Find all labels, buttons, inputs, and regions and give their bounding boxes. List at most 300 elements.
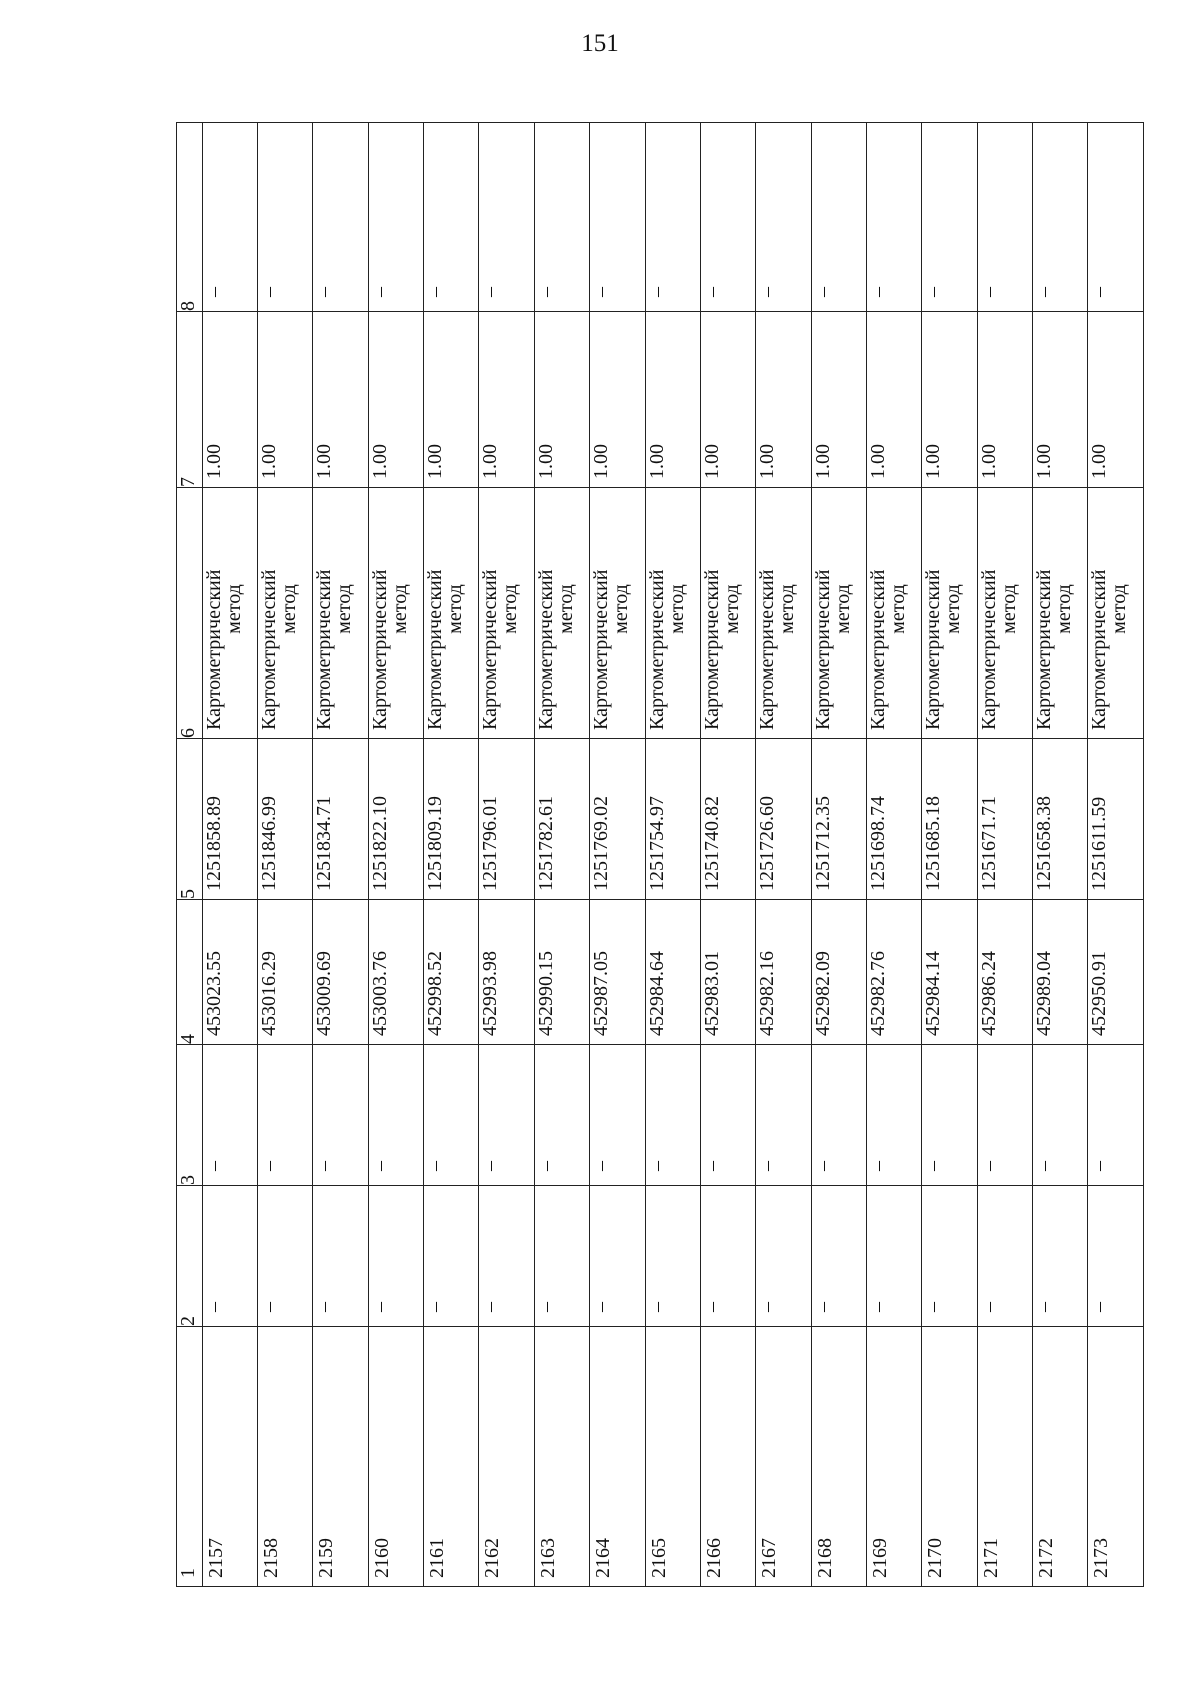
point-number-value: 2169	[868, 1538, 891, 1578]
table-row	[1088, 123, 1144, 1587]
column-3-value: –	[1088, 1161, 1111, 1171]
method-name-line1: Картометрический	[811, 569, 834, 730]
column-2-cell	[700, 1186, 755, 1327]
column-3-value: –	[922, 1161, 945, 1171]
y-coordinate-cell	[756, 739, 811, 900]
point-number-cell	[866, 1327, 921, 1587]
column-2-value: –	[534, 1302, 557, 1312]
point-number-cell	[257, 1327, 312, 1587]
y-coordinate-cell	[700, 739, 755, 900]
x-coordinate-cell	[645, 900, 700, 1045]
method-name-line2: метод	[886, 584, 909, 634]
column-8-value: –	[479, 287, 502, 297]
method-name-line2: метод	[222, 584, 245, 634]
y-coordinate-value: 1251685.18	[922, 796, 945, 891]
column-2-cell	[922, 1186, 977, 1327]
column-2-cell	[977, 1186, 1032, 1327]
point-number-value: 2162	[481, 1538, 504, 1578]
point-number-value: 2164	[592, 1538, 615, 1578]
table-row	[368, 123, 423, 1587]
column-2-value: –	[811, 1302, 834, 1312]
x-coordinate-value: 453009.69	[313, 951, 336, 1036]
precision-cell	[534, 312, 589, 488]
x-coordinate-value: 452998.52	[424, 951, 447, 1036]
column-3-cell	[202, 1045, 257, 1186]
table-row	[534, 123, 589, 1587]
table-row	[645, 123, 700, 1587]
method-name-line1: Картометрический	[700, 569, 723, 730]
column-header-4: 4	[177, 900, 203, 1045]
column-3-value: –	[534, 1161, 557, 1171]
column-2-value: –	[202, 1302, 225, 1312]
x-coordinate-value: 453003.76	[368, 951, 391, 1036]
method-name-line1: Картометрический	[1033, 569, 1056, 730]
x-coordinate-value: 452987.05	[590, 951, 613, 1036]
column-8-value: –	[1088, 287, 1111, 297]
column-header-8: 8	[177, 123, 203, 312]
column-8-cell	[424, 123, 479, 312]
y-coordinate-cell	[977, 739, 1032, 900]
precision-value: 1.00	[866, 444, 889, 479]
method-name-line2: метод	[610, 584, 633, 634]
column-8-cell	[368, 123, 423, 312]
precision-value: 1.00	[1088, 444, 1111, 479]
point-number-cell	[534, 1327, 589, 1587]
y-coordinate-cell	[811, 739, 866, 900]
column-2-value: –	[700, 1302, 723, 1312]
column-3-cell	[922, 1045, 977, 1186]
x-coordinate-cell	[922, 900, 977, 1045]
x-coordinate-cell	[590, 900, 645, 1045]
method-name-line1: Картометрический	[922, 569, 945, 730]
method-cell	[534, 488, 589, 739]
y-coordinate-value: 1251834.71	[313, 796, 336, 891]
method-name-line1: Картометрический	[977, 569, 1000, 730]
precision-value: 1.00	[590, 444, 613, 479]
x-coordinate-cell	[368, 900, 423, 1045]
method-name-line2: метод	[1108, 584, 1131, 634]
column-8-value: –	[645, 287, 668, 297]
method-name-line1: Картометрический	[257, 569, 280, 730]
y-coordinate-value: 1251796.01	[479, 796, 502, 891]
table-row	[202, 123, 257, 1587]
column-8-cell	[590, 123, 645, 312]
precision-cell	[479, 312, 534, 488]
y-coordinate-value: 1251658.38	[1033, 796, 1056, 891]
column-header-1: 1	[177, 1327, 203, 1587]
y-coordinate-value: 1251712.35	[811, 796, 834, 891]
method-name-line2: метод	[333, 584, 356, 634]
column-8-cell	[645, 123, 700, 312]
method-cell	[202, 488, 257, 739]
column-8-value: –	[590, 287, 613, 297]
column-8-value: –	[977, 287, 1000, 297]
point-number-cell	[1088, 1327, 1144, 1587]
precision-cell	[700, 312, 755, 488]
column-8-cell	[1033, 123, 1088, 312]
column-8-value: –	[700, 287, 723, 297]
x-coordinate-value: 452950.91	[1088, 951, 1111, 1036]
coordinates-table	[176, 122, 1144, 1587]
table-row	[590, 123, 645, 1587]
method-cell	[811, 488, 866, 739]
column-2-cell	[424, 1186, 479, 1327]
column-8-cell	[700, 123, 755, 312]
method-name-line1: Картометрический	[424, 569, 447, 730]
precision-cell	[1088, 312, 1144, 488]
x-coordinate-value: 452982.16	[756, 951, 779, 1036]
column-header-7: 7	[177, 312, 203, 488]
column-8-cell	[756, 123, 811, 312]
x-coordinate-value: 453016.29	[257, 951, 280, 1036]
column-8-cell	[922, 123, 977, 312]
column-8-value: –	[368, 287, 391, 297]
method-cell	[645, 488, 700, 739]
method-cell	[1033, 488, 1088, 739]
method-name-line2: метод	[776, 584, 799, 634]
column-3-cell	[257, 1045, 312, 1186]
point-number-value: 2161	[426, 1538, 449, 1578]
table-row	[257, 123, 312, 1587]
column-3-cell	[368, 1045, 423, 1186]
y-coordinate-value: 1251611.59	[1088, 796, 1111, 891]
column-3-cell	[866, 1045, 921, 1186]
x-coordinate-cell	[424, 900, 479, 1045]
method-cell	[313, 488, 368, 739]
method-name-line2: метод	[665, 584, 688, 634]
method-cell	[756, 488, 811, 739]
point-number-value: 2158	[259, 1538, 282, 1578]
point-number-value: 2157	[204, 1538, 227, 1578]
column-2-value: –	[1088, 1302, 1111, 1312]
method-cell	[479, 488, 534, 739]
y-coordinate-value: 1251698.74	[866, 796, 889, 891]
method-name-line1: Картометрический	[479, 569, 502, 730]
rotated-table-container	[176, 123, 1144, 1587]
column-3-cell	[645, 1045, 700, 1186]
x-coordinate-value: 452984.64	[645, 951, 668, 1036]
precision-cell	[977, 312, 1032, 488]
table-row	[424, 123, 479, 1587]
column-8-value: –	[866, 287, 889, 297]
y-coordinate-cell	[424, 739, 479, 900]
column-8-value: –	[534, 287, 557, 297]
column-3-cell	[534, 1045, 589, 1186]
precision-cell	[424, 312, 479, 488]
column-3-value: –	[977, 1161, 1000, 1171]
column-3-cell	[590, 1045, 645, 1186]
column-8-value: –	[756, 287, 779, 297]
point-number-cell	[811, 1327, 866, 1587]
x-coordinate-cell	[977, 900, 1032, 1045]
method-cell	[257, 488, 312, 739]
method-name-line1: Картометрический	[866, 569, 889, 730]
y-coordinate-cell	[1033, 739, 1088, 900]
column-8-value: –	[257, 287, 280, 297]
point-number-value: 2159	[315, 1538, 338, 1578]
column-3-cell	[756, 1045, 811, 1186]
point-number-value: 2167	[758, 1538, 781, 1578]
method-cell	[977, 488, 1032, 739]
column-3-cell	[1033, 1045, 1088, 1186]
x-coordinate-value: 452983.01	[700, 951, 723, 1036]
column-8-cell	[257, 123, 312, 312]
x-coordinate-value: 453023.55	[202, 951, 225, 1036]
column-2-value: –	[1033, 1302, 1056, 1312]
y-coordinate-cell	[534, 739, 589, 900]
method-name-line2: метод	[388, 584, 411, 634]
precision-value: 1.00	[756, 444, 779, 479]
table-row	[700, 123, 755, 1587]
point-number-cell	[645, 1327, 700, 1587]
y-coordinate-value: 1251846.99	[257, 796, 280, 891]
point-number-value: 2171	[979, 1538, 1002, 1578]
table-row	[313, 123, 368, 1587]
y-coordinate-cell	[202, 739, 257, 900]
column-2-cell	[202, 1186, 257, 1327]
point-number-cell	[700, 1327, 755, 1587]
column-2-cell	[479, 1186, 534, 1327]
y-coordinate-cell	[645, 739, 700, 900]
method-name-line1: Картометрический	[534, 569, 557, 730]
y-coordinate-cell	[368, 739, 423, 900]
precision-cell	[645, 312, 700, 488]
column-8-cell	[479, 123, 534, 312]
point-number-value: 2170	[924, 1538, 947, 1578]
precision-value: 1.00	[645, 444, 668, 479]
precision-cell	[368, 312, 423, 488]
precision-value: 1.00	[1033, 444, 1056, 479]
y-coordinate-value: 1251754.97	[645, 796, 668, 891]
column-2-cell	[534, 1186, 589, 1327]
column-8-value: –	[424, 287, 447, 297]
y-coordinate-value: 1251809.19	[424, 796, 447, 891]
table-row	[811, 123, 866, 1587]
y-coordinate-value: 1251769.02	[590, 796, 613, 891]
precision-value: 1.00	[313, 444, 336, 479]
method-cell	[700, 488, 755, 739]
method-name-line1: Картометрический	[756, 569, 779, 730]
column-3-value: –	[700, 1161, 723, 1171]
column-3-value: –	[424, 1161, 447, 1171]
column-8-value: –	[1033, 287, 1056, 297]
column-8-cell	[534, 123, 589, 312]
column-3-value: –	[257, 1161, 280, 1171]
column-2-value: –	[922, 1302, 945, 1312]
precision-cell	[811, 312, 866, 488]
point-number-cell	[424, 1327, 479, 1587]
y-coordinate-value: 1251740.82	[700, 796, 723, 891]
x-coordinate-value: 452982.76	[866, 951, 889, 1036]
column-3-value: –	[811, 1161, 834, 1171]
method-cell	[1088, 488, 1144, 739]
x-coordinate-value: 452982.09	[811, 951, 834, 1036]
y-coordinate-cell	[922, 739, 977, 900]
method-cell	[368, 488, 423, 739]
x-coordinate-cell	[202, 900, 257, 1045]
method-name-line2: метод	[554, 584, 577, 634]
column-2-cell	[313, 1186, 368, 1327]
column-3-value: –	[645, 1161, 668, 1171]
column-8-cell	[977, 123, 1032, 312]
x-coordinate-cell	[811, 900, 866, 1045]
x-coordinate-cell	[479, 900, 534, 1045]
precision-value: 1.00	[257, 444, 280, 479]
table-row	[479, 123, 534, 1587]
table-row	[1033, 123, 1088, 1587]
column-2-cell	[368, 1186, 423, 1327]
column-2-value: –	[313, 1302, 336, 1312]
y-coordinate-value: 1251782.61	[534, 796, 557, 891]
method-name-line2: метод	[499, 584, 522, 634]
method-name-line1: Картометрический	[645, 569, 668, 730]
column-8-value: –	[202, 287, 225, 297]
column-2-cell	[257, 1186, 312, 1327]
table-row	[866, 123, 921, 1587]
precision-value: 1.00	[368, 444, 391, 479]
method-name-line2: метод	[720, 584, 743, 634]
page-number: 151	[581, 30, 619, 57]
method-cell	[866, 488, 921, 739]
point-number-cell	[202, 1327, 257, 1587]
column-8-cell	[202, 123, 257, 312]
column-2-value: –	[977, 1302, 1000, 1312]
column-2-value: –	[590, 1302, 613, 1312]
column-2-value: –	[424, 1302, 447, 1312]
column-3-cell	[313, 1045, 368, 1186]
precision-cell	[257, 312, 312, 488]
point-number-value: 2168	[813, 1538, 836, 1578]
point-number-cell	[479, 1327, 534, 1587]
x-coordinate-cell	[1088, 900, 1144, 1045]
column-3-value: –	[202, 1161, 225, 1171]
point-number-value: 2160	[370, 1538, 393, 1578]
x-coordinate-value: 452990.15	[534, 951, 557, 1036]
column-8-cell	[866, 123, 921, 312]
precision-value: 1.00	[424, 444, 447, 479]
precision-value: 1.00	[977, 444, 1000, 479]
column-8-cell	[313, 123, 368, 312]
column-header-3: 3	[177, 1045, 203, 1186]
precision-value: 1.00	[700, 444, 723, 479]
header-row	[177, 123, 203, 1587]
point-number-cell	[368, 1327, 423, 1587]
column-2-cell	[1033, 1186, 1088, 1327]
column-2-cell	[590, 1186, 645, 1327]
precision-cell	[590, 312, 645, 488]
column-header-2: 2	[177, 1186, 203, 1327]
y-coordinate-value: 1251726.60	[756, 796, 779, 891]
x-coordinate-cell	[866, 900, 921, 1045]
x-coordinate-value: 452986.24	[977, 951, 1000, 1036]
method-name-line1: Картометрический	[202, 569, 225, 730]
point-number-cell	[590, 1327, 645, 1587]
method-name-line1: Картометрический	[313, 569, 336, 730]
y-coordinate-cell	[257, 739, 312, 900]
y-coordinate-value: 1251822.10	[368, 796, 391, 891]
point-number-value: 2172	[1035, 1538, 1058, 1578]
method-cell	[424, 488, 479, 739]
column-header-5: 5	[177, 739, 203, 900]
table-body	[177, 123, 1144, 1587]
column-2-cell	[1088, 1186, 1144, 1327]
column-8-value: –	[811, 287, 834, 297]
column-2-value: –	[756, 1302, 779, 1312]
x-coordinate-cell	[257, 900, 312, 1045]
precision-value: 1.00	[811, 444, 834, 479]
column-8-cell	[1088, 123, 1144, 312]
precision-cell	[922, 312, 977, 488]
x-coordinate-value: 452984.14	[922, 951, 945, 1036]
column-2-cell	[756, 1186, 811, 1327]
method-name-line2: метод	[831, 584, 854, 634]
y-coordinate-cell	[313, 739, 368, 900]
point-number-value: 2173	[1090, 1538, 1113, 1578]
point-number-cell	[922, 1327, 977, 1587]
precision-value: 1.00	[922, 444, 945, 479]
point-number-value: 2165	[647, 1538, 670, 1578]
point-number-cell	[313, 1327, 368, 1587]
precision-value: 1.00	[479, 444, 502, 479]
column-2-value: –	[866, 1302, 889, 1312]
column-2-cell	[811, 1186, 866, 1327]
column-2-value: –	[645, 1302, 668, 1312]
column-3-cell	[479, 1045, 534, 1186]
method-name-line1: Картометрический	[368, 569, 391, 730]
column-3-value: –	[1033, 1161, 1056, 1171]
method-name-line1: Картометрический	[590, 569, 613, 730]
x-coordinate-cell	[534, 900, 589, 1045]
x-coordinate-cell	[756, 900, 811, 1045]
method-name-line2: метод	[444, 584, 467, 634]
point-number-value: 2166	[702, 1538, 725, 1578]
column-3-value: –	[479, 1161, 502, 1171]
method-name-line2: метод	[277, 584, 300, 634]
point-number-cell	[1033, 1327, 1088, 1587]
point-number-cell	[756, 1327, 811, 1587]
precision-cell	[866, 312, 921, 488]
precision-value: 1.00	[202, 444, 225, 479]
precision-cell	[313, 312, 368, 488]
y-coordinate-cell	[590, 739, 645, 900]
column-header-6: 6	[177, 488, 203, 739]
column-3-value: –	[368, 1161, 391, 1171]
x-coordinate-cell	[313, 900, 368, 1045]
table-row	[977, 123, 1032, 1587]
point-number-value: 2163	[536, 1538, 559, 1578]
column-3-cell	[811, 1045, 866, 1186]
y-coordinate-cell	[1088, 739, 1144, 900]
precision-value: 1.00	[534, 444, 557, 479]
column-3-cell	[1088, 1045, 1144, 1186]
column-3-cell	[700, 1045, 755, 1186]
method-name-line2: метод	[997, 584, 1020, 634]
column-3-value: –	[313, 1161, 336, 1171]
column-3-value: –	[756, 1161, 779, 1171]
column-2-value: –	[257, 1302, 280, 1312]
column-8-cell	[811, 123, 866, 312]
x-coordinate-value: 452993.98	[479, 951, 502, 1036]
x-coordinate-cell	[700, 900, 755, 1045]
precision-cell	[202, 312, 257, 488]
point-number-cell	[977, 1327, 1032, 1587]
column-3-value: –	[590, 1161, 613, 1171]
method-name-line2: метод	[942, 584, 965, 634]
method-cell	[922, 488, 977, 739]
column-3-cell	[977, 1045, 1032, 1186]
column-3-value: –	[866, 1161, 889, 1171]
table-row	[756, 123, 811, 1587]
